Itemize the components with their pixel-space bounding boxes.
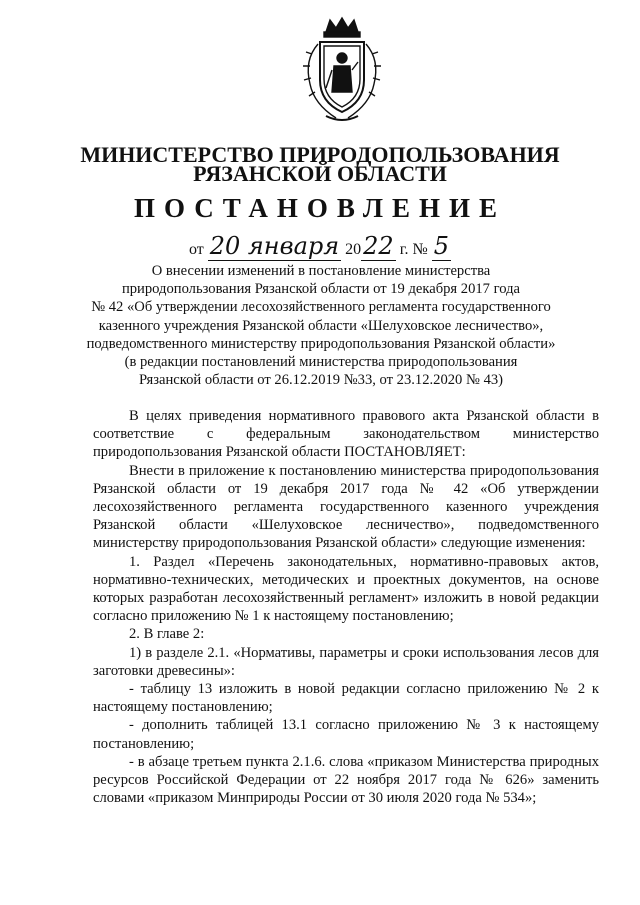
document-subject [86,262,556,389]
subject-line: природопользования Рязанской области от 19 декабря 2017 года [121,281,521,298]
subject-line: О внесении изменений в постановление министерства [151,263,491,279]
ministry-name-line2: РЯЗАНСКОЙ ОБЛАСТИ [193,161,447,186]
year-number-label: г. № [399,241,428,258]
subject-line: казенного учреждения Рязанской области «Шелуховское лесничество», [98,317,544,334]
handwritten-date: 20 января [209,232,340,260]
handwritten-number: 5 [433,232,450,260]
body-paragraph: 1. Раздел «Перечень законодательных, нормативно-правовых актов, нормативно-технических, методических и проектных документов, на основе которых разработан лесохозяйственный регламент» изложить в новой редакции согласно приложению № 1 к настоящему постановлению; [93,553,599,625]
body-paragraph: 1) в разделе 2.1. «Нормативы, параметры и сроки использования лесов для заготовки древесины»: [93,644,599,679]
body-paragraph: - дополнить таблицей 13.1 согласно приложению № 3 к настоящему постановлению; [93,717,599,752]
handwritten-year: 22 [363,232,394,260]
coat-of-arms-emblem [296,14,388,126]
year-prefix: 20 [345,241,362,258]
body-paragraph: 2. В главе 2: [129,626,205,643]
date-prefix: от [188,241,204,258]
document-type-title: ПОСТАНОВЛЕНИЕ [133,193,507,223]
body-paragraph: - в абзаце третьем пункта 2.1.6. слова «приказом Министерства природных ресурсов Российской Федерации от 22 ноября 2017 года № 626» заменить словами «приказом Минприроды России от 30 июля 2020 года № 534»; [93,753,599,807]
subject-line: подведомственного министерству природопользования Рязанской области» [86,335,556,352]
body-paragraph: - таблицу 13 изложить в новой редакции согласно приложению № 2 к настоящему постановлению; [93,681,599,716]
subject-line: Рязанской области от 26.12.2019 №33, от 23.12.2020 № 43) [138,372,504,389]
subject-line: (в редакции постановлений министерства природопользования [124,354,518,371]
body-paragraph: В целях приведения нормативного правового акта Рязанской области в соответствие с федеральным законодательством министерство природопользования Рязанской области ПОСТАНОВЛЯЕТ: [93,408,599,461]
ministry-name-line1: МИНИСТЕРСТВО ПРИРОДОПОЛЬЗОВАНИЯ [80,142,560,167]
body-paragraph: Внести в приложение к постановлению министерства природопользования Рязанской области от 19 декабря 2017 года № 42 «Об утверждении лесохозяйственного регламента государственного казенного учреждения Рязанской области «Шелуховское лесничество», подведомственного министерству природопользования Рязанской области» следующие изменения: [93,462,599,552]
date-number-line [0,232,640,260]
document-body [93,407,599,807]
subject-line: № 42 «Об утверждении лесохозяйственного регламента государственного [91,299,551,316]
